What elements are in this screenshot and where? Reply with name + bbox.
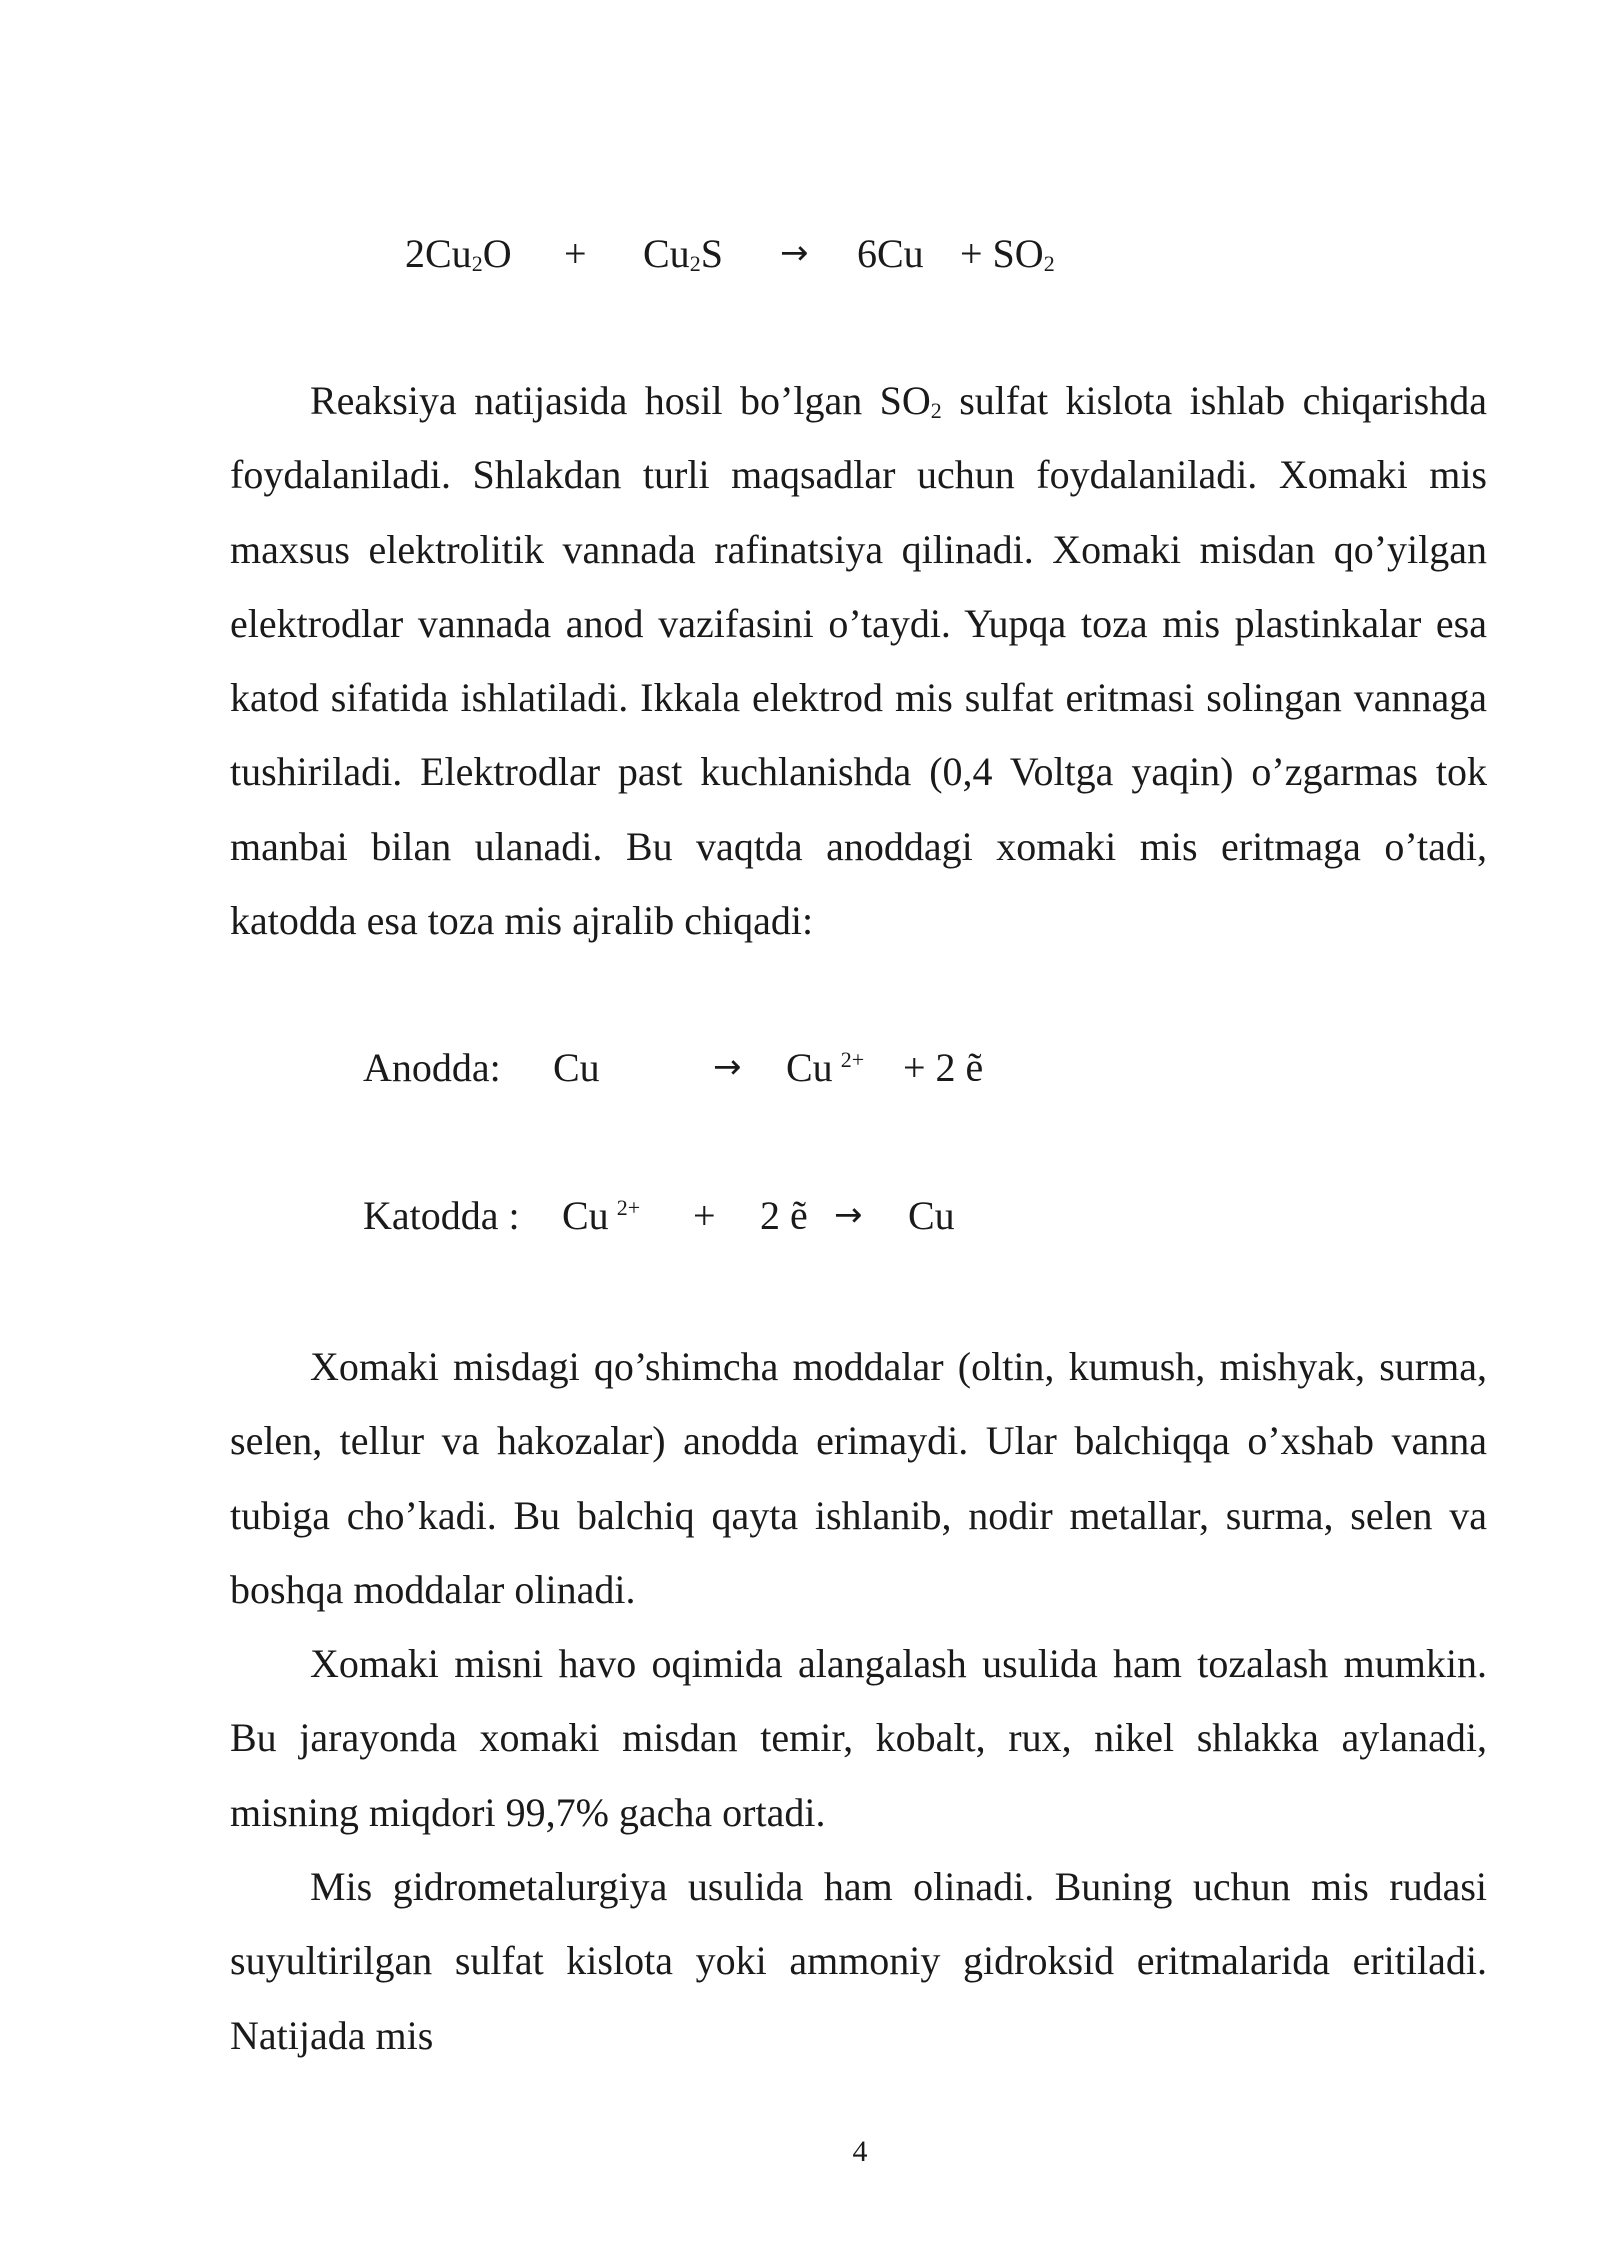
equation-term: Cu (553, 1045, 600, 1090)
equation-term: + $SO_2$ (960, 231, 1055, 276)
paragraph-hydrometallurgy: Mis gidrometalurgiya usulida ham olinadi. Buning uchun mis rudasi suyultirilgan sulfat kislota yoki ammoniy gidroksid eritmalarida eritiladi. Natijada mis (230, 1864, 1487, 2058)
equation-term: $Cu_2S$ (643, 231, 723, 276)
equation-anode (0, 1045, 1600, 1092)
equation-plus: + (564, 231, 587, 276)
paragraph-electrolysis: Reaksiya natijasida hosil bo’lgan $SO_2$ sulfat kislota ishlab chiqarishda foydalaniladi. Shlakdan turli maqsadlar uchun foydalaniladi. Xomaki mis maxsus elektrolitik vannada rafinatsiya qilinadi. Xomaki misdan qo’yilgan elektrodlar vannada anod vazifasini o’taydi. Yupqa toza mis plastinkalar esa katod sifatida ishlatiladi. Ikkala elektrod mis sulfat eritmasi solingan vannaga tushiriladi. Elektrodlar past kuchlanishda (0,4 Voltga yaqin) o’zgarmas tok manbai bilan ulanadi. Bu vaqtda anoddagi xomaki mis eritmaga o’tadi, katodda esa toza mis ajralib chiqadi: (230, 378, 1487, 944)
equation-term: Cu $^{2+}$ (786, 1045, 865, 1090)
equation-plus: + (693, 1193, 716, 1238)
equation-term: Cu (908, 1193, 955, 1238)
page-number: 4 (852, 2135, 868, 2168)
arrow-icon: → (834, 1195, 863, 1235)
paragraph-fire-refining: Xomaki misni havo oqimida alangalash usulida ham tozalash mumkin. Bu jarayonda xomaki misdan temir, kobalt, rux, nikel shlakka aylanadi, misning miqdori 99,7% gacha ortadi. (230, 1641, 1487, 1835)
equation-cathode (0, 1193, 1600, 1240)
equation-roasting (0, 231, 1600, 278)
paragraph-impurities: Xomaki misdagi qo’shimcha moddalar (oltin, kumush, mishyak, surma, selen, tellur va hakozalar) anodda erimaydi. Ular balchiqqa o’xshab vanna tubiga cho’kadi. Bu balchiq qayta ishlanib, nodir metallar, surma, selen va boshqa moddalar olinadi. (230, 1344, 1487, 1612)
equation-term: + 2 ẽ (903, 1045, 984, 1090)
equation-term: 2 ẽ (760, 1193, 808, 1238)
arrow-icon: → (713, 1047, 742, 1087)
arrow-icon: → (780, 233, 809, 273)
equation-label: Katodda : (363, 1193, 520, 1238)
equation-term: Cu $^{2+}$ (562, 1193, 641, 1238)
equation-term: 6Cu (857, 231, 924, 276)
equation-term: $2Cu_2O$ (405, 231, 512, 276)
equation-label: Anodda: (363, 1045, 501, 1090)
